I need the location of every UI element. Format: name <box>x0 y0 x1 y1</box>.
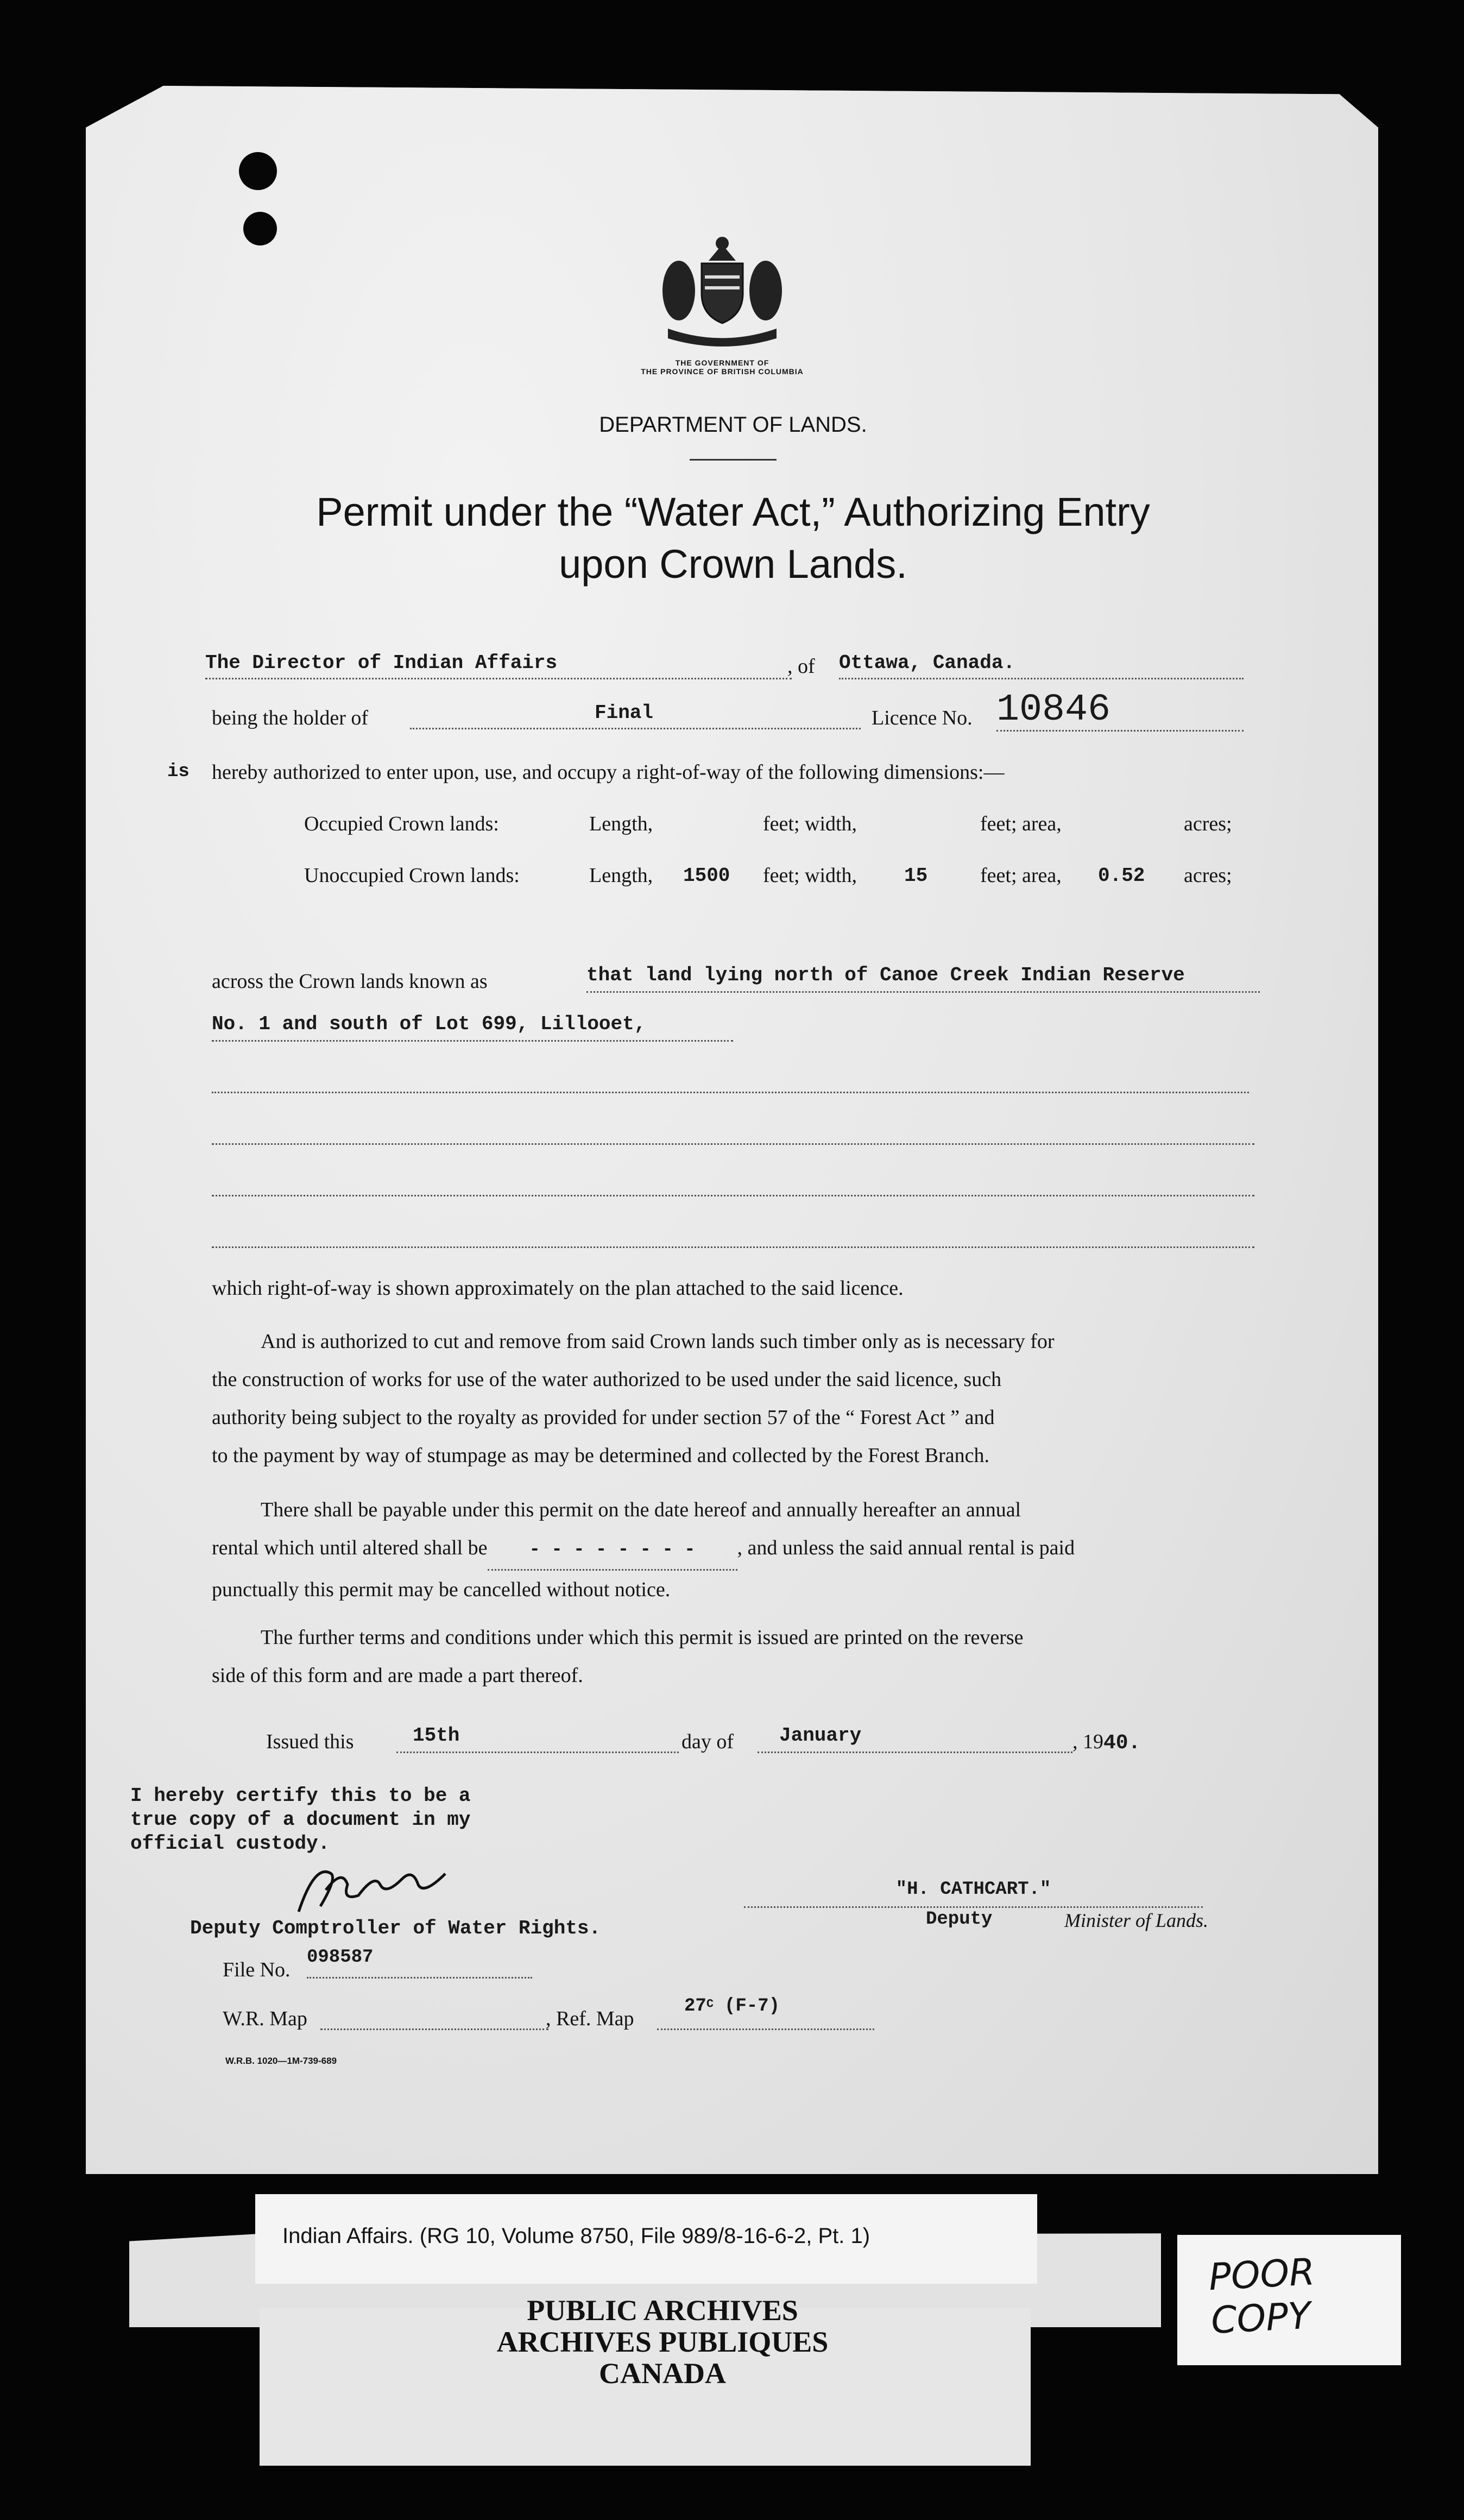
ref-map-value: 27 <box>684 1996 706 2017</box>
blank-line <box>212 1064 1249 1093</box>
day-of-label: day of <box>681 1730 734 1753</box>
lands-line-2 <box>212 1013 733 1042</box>
paragraph-line: side of this form and are made a part thereof. <box>212 1664 583 1687</box>
wr-map-label: W.R. Map <box>223 2007 307 2030</box>
issued-day: 15th <box>413 1724 460 1747</box>
lands-description-2: No. 1 and south of Lot 699, Lillooet, <box>212 1013 646 1035</box>
ref-map-label: , Ref. Map <box>546 2007 634 2030</box>
acres-label: acres; <box>1184 864 1232 887</box>
certification-line: true copy of a document in my <box>130 1809 471 1831</box>
paragraph-line: punctually this permit may be cancelled without notice. <box>212 1578 671 1601</box>
occupied-label: Occupied Crown lands: <box>304 812 499 835</box>
form-code: W.R.B. 1020—1M-739-689 <box>225 2056 337 2066</box>
unoccupied-width: 15 <box>904 865 928 887</box>
deputy-comptroller-title: Deputy Comptroller of Water Rights. <box>190 1917 601 1939</box>
paragraph-line: And is authorized to cut and remove from said Crown lands such timber only as is necessary for <box>261 1330 1055 1353</box>
ref-map-sup: C <box>706 1997 714 2011</box>
timber-paragraph <box>212 1322 1254 1475</box>
is-word: is <box>167 761 190 782</box>
poor-copy-note <box>1177 2235 1401 2365</box>
licence-no: 10846 <box>996 689 1111 732</box>
unoccupied-length: 1500 <box>683 865 730 887</box>
width-label: feet; width, <box>763 812 857 835</box>
paragraph-text: , and unless the said annual rental is paid <box>737 1536 1075 1559</box>
punch-hole <box>239 152 277 190</box>
issued-year <box>1072 1730 1140 1755</box>
licence-no-label: Licence No. <box>872 707 973 729</box>
stamp-line: ARCHIVES PUBLIQUES <box>496 2326 829 2358</box>
width-label: feet; width, <box>763 864 857 887</box>
licence-type-field <box>410 702 861 729</box>
crest-caption <box>614 358 831 376</box>
certification-line: I hereby certify this to be a <box>130 1785 471 1807</box>
unoccupied-area: 0.52 <box>1098 865 1145 887</box>
deputy-word: Deputy <box>926 1909 993 1930</box>
blank-line <box>212 1219 1254 1248</box>
area-label: feet; area, <box>980 812 1062 835</box>
file-no: 098587 <box>307 1947 374 1968</box>
licence-type: Final <box>595 702 654 724</box>
blank-line <box>212 1116 1254 1145</box>
paragraph-line: authority being subject to the royalty as provided for under section 57 of the “ Forest Act ” and <box>212 1406 995 1429</box>
file-no-field <box>307 1947 532 1979</box>
minister-name: "H. CATHCART." <box>895 1879 1051 1900</box>
licence-no-field <box>996 689 1244 732</box>
of-label: , of <box>787 655 815 678</box>
ref-map-field <box>657 1996 874 2030</box>
length-label: Length, <box>589 812 653 835</box>
paragraph-line: to the payment by way of stumpage as may be determined and collected by the Forest Branch. <box>212 1444 989 1467</box>
paragraph-line: the construction of works for use of the water authorized to be used under the said licence, such <box>212 1368 1002 1391</box>
paragraph-text: rental which until altered shall be <box>212 1536 488 1559</box>
archive-citation-label <box>255 2194 1037 2284</box>
public-archives-stamp <box>429 2295 896 2389</box>
year-value: 40. <box>1103 1731 1141 1755</box>
certification-line: official custody. <box>130 1832 330 1855</box>
permit-title <box>217 486 1249 590</box>
year-prefix: , 19 <box>1072 1730 1103 1753</box>
file-no-label: File No. <box>223 1958 291 1981</box>
authorization-text: hereby authorized to enter upon, use, and occupy a right-of-way of the following dimensions:— <box>212 761 1005 784</box>
department-heading: DEPARTMENT OF LANDS. <box>599 413 867 437</box>
coat-of-arms-icon <box>641 234 804 353</box>
crest-caption-line: THE GOVERNMENT OF <box>675 358 769 367</box>
paragraph-line: There shall be payable under this permit on the date hereof and annually hereafter an annual <box>261 1498 1021 1521</box>
ref-map-suffix: (F-7) <box>724 1996 780 2017</box>
holder-location-field <box>839 652 1244 679</box>
acres-label: acres; <box>1184 812 1232 835</box>
terms-paragraph <box>212 1618 1254 1694</box>
stamp-line: CANADA <box>599 2357 726 2390</box>
blank-line <box>212 1168 1254 1196</box>
minister-title: Minister of Lands. <box>1064 1910 1209 1931</box>
wr-map-field <box>320 2001 548 2030</box>
paragraph-line: The further terms and conditions under which this permit is issued are printed on the reverse <box>261 1626 1024 1649</box>
rental-line <box>212 1529 1254 1571</box>
area-label: feet; area, <box>980 864 1062 887</box>
holder-of-label: being the holder of <box>212 707 369 729</box>
handwritten-signature <box>282 1857 510 1923</box>
holder-location: Ottawa, Canada. <box>839 652 1015 674</box>
archive-citation: Indian Affairs. (RG 10, Volume 8750, File 989/8-16-6-2, Pt. 1) <box>282 2224 870 2248</box>
heading-rule <box>690 459 777 461</box>
poor-copy-text <box>1208 2246 1403 2343</box>
rental-amount: - - - - - - - - <box>488 1531 737 1571</box>
holder-name: The Director of Indian Affairs <box>205 652 558 674</box>
poor-word: POOR <box>1208 2251 1316 2300</box>
certification-text <box>130 1784 471 1856</box>
lands-label: across the Crown lands known as <box>212 970 488 993</box>
stamp-line: PUBLIC ARCHIVES <box>527 2294 798 2327</box>
right-of-way-text: which right-of-way is shown approximately on the plan attached to the said licence. <box>212 1277 904 1300</box>
issued-month: January <box>779 1724 862 1747</box>
punch-hole <box>243 212 277 245</box>
length-label: Length, <box>589 864 653 887</box>
lands-line-1 <box>586 964 1260 993</box>
holder-name-field <box>205 652 792 679</box>
minister-name-field <box>744 1879 1203 1908</box>
crest-caption-line: THE PROVINCE OF BRITISH COLUMBIA <box>641 367 804 376</box>
issued-label: Issued this <box>266 1730 354 1753</box>
unoccupied-label: Unoccupied Crown lands: <box>304 864 520 887</box>
rental-paragraph <box>212 1491 1254 1609</box>
issued-day-field <box>396 1724 679 1753</box>
title-line-2: upon Crown Lands. <box>559 541 907 587</box>
copy-word: COPY <box>1210 2294 1312 2343</box>
title-line-1: Permit under the “Water Act,” Authorizing Entry <box>316 489 1150 534</box>
lands-description-1: that land lying north of Canoe Creek Indian Reserve <box>586 964 1185 986</box>
issued-month-field <box>758 1724 1072 1753</box>
